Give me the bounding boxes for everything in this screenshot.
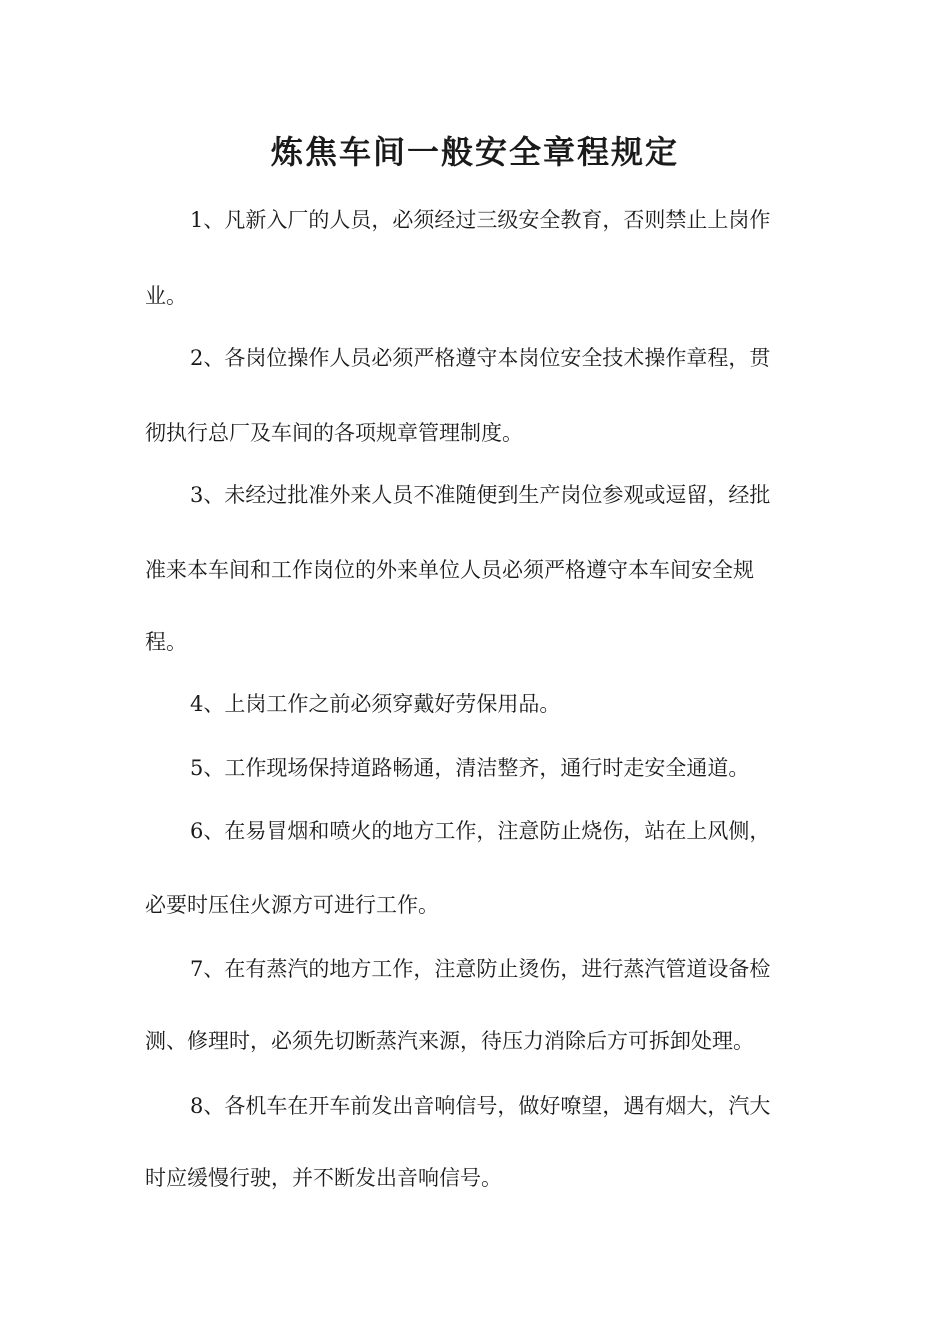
rule-4-line-1: 4、上岗工作之前必须穿戴好劳保用品。 xyxy=(190,692,561,716)
rule-7-line-1: 7、在有蒸汽的地方工作，注意防止烫伤，进行蒸汽管道设备检 xyxy=(190,957,771,981)
rule-8-line-2: 时应缓慢行驶，并不断发出音响信号。 xyxy=(145,1166,502,1190)
rule-3-line-1: 3、未经过批准外来人员不准随便到生产岗位参观或逗留，经批 xyxy=(190,483,771,507)
rule-2-line-1: 2、各岗位操作人员必须严格遵守本岗位安全技术操作章程，贯 xyxy=(190,346,771,370)
rule-3-line-2: 准来本车间和工作岗位的外来单位人员必须严格遵守本车间安全规 xyxy=(145,558,754,582)
rule-8-line-1: 8、各机车在开车前发出音响信号，做好嘹望，遇有烟大，汽大 xyxy=(190,1094,771,1118)
rule-7-line-2: 测、修理时，必须先切断蒸汽来源，待压力消除后方可拆卸处理。 xyxy=(145,1029,754,1053)
rule-5-line-1: 5、工作现场保持道路畅通，清洁整齐，通行时走安全通道。 xyxy=(190,756,750,780)
rule-6-line-2: 必要时压住火源方可进行工作。 xyxy=(145,893,439,917)
rule-6-line-1: 6、在易冒烟和喷火的地方工作，注意防止烧伤，站在上风侧， xyxy=(190,819,771,843)
rule-1-line-1: 1、凡新入厂的人员，必须经过三级安全教育，否则禁止上岗作 xyxy=(190,208,771,232)
rule-2-line-2: 彻执行总厂及车间的各项规章管理制度。 xyxy=(145,421,523,445)
rule-1-line-2: 业。 xyxy=(145,284,187,308)
rule-3-line-3: 程。 xyxy=(145,630,187,654)
document-title: 炼焦车间一般安全章程规定 xyxy=(270,133,679,171)
